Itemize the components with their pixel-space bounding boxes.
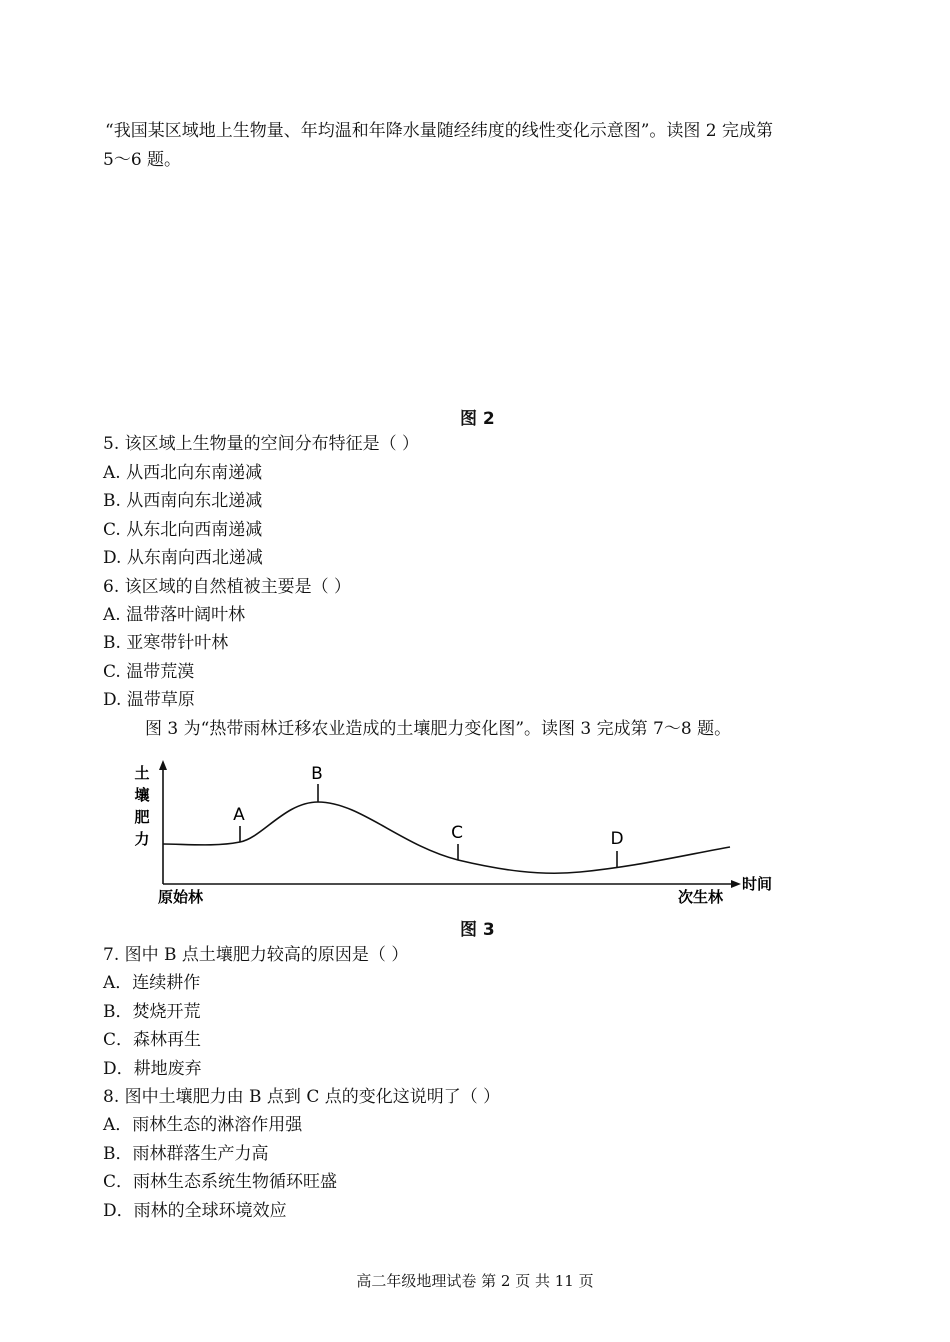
question-8-option-d: D．雨林的全球环境效应 xyxy=(103,1201,287,1221)
point-d-label: D xyxy=(610,829,624,849)
x-axis-arrow xyxy=(731,880,741,888)
question-7-option-a: A．连续耕作 xyxy=(103,973,201,993)
point-b-label: B xyxy=(311,764,323,784)
question-5-option-b: B. 从西南向东北递减 xyxy=(103,491,263,511)
question-7-option-b: B．焚烧开荒 xyxy=(103,1002,201,1022)
question-6-option-c: C. 温带荒漠 xyxy=(103,662,195,682)
figure-3-caption: 图 3 xyxy=(460,920,495,940)
figure-3-intro: 图 3 为“热带雨林迁移农业造成的土壤肥力变化图”。读图 3 完成第 7～8 题。 xyxy=(145,719,732,739)
start-label: 原始林 xyxy=(158,888,204,906)
fertility-curve xyxy=(163,802,730,873)
question-5-stem: 5. 该区域上生物量的空间分布特征是（ ） xyxy=(103,434,420,454)
page-footer: 高二年级地理试卷 第 2 页 共 11 页 xyxy=(356,1272,594,1290)
question-6-stem: 6. 该区域的自然植被主要是（ ） xyxy=(103,577,352,597)
point-c-label: C xyxy=(451,823,463,843)
intro-line-2: 5～6 题。 xyxy=(103,150,182,170)
question-8-option-c: C．雨林生态系统生物循环旺盛 xyxy=(103,1172,338,1192)
end-label: 次生林 xyxy=(678,888,724,906)
question-5-option-d: D. 从东南向西北递减 xyxy=(103,548,263,568)
question-5-option-a: A. 从西北向东南递减 xyxy=(103,463,263,483)
question-8-stem: 8. 图中土壤肥力由 B 点到 C 点的变化这说明了（ ） xyxy=(103,1087,501,1107)
question-6-option-d: D. 温带草原 xyxy=(103,690,195,710)
figure-2-caption: 图 2 xyxy=(460,409,495,429)
y-axis-arrow xyxy=(159,760,167,770)
point-a-label: A xyxy=(233,805,245,825)
question-5-option-c: C. 从东北向西南递减 xyxy=(103,520,263,540)
question-7-option-d: D．耕地废弃 xyxy=(103,1059,202,1079)
intro-line-1: “我国某区域地上生物量、年均温和年降水量随经纬度的线性变化示意图”。读图 2 完成第 xyxy=(105,121,774,141)
question-7-stem: 7. 图中 B 点土壤肥力较高的原因是（ ） xyxy=(103,945,409,965)
y-axis-label-char-4: 力 xyxy=(134,830,150,848)
question-6-option-b: B. 亚寒带针叶林 xyxy=(103,633,229,653)
y-axis-label-char-3: 肥 xyxy=(134,808,150,826)
y-axis-label-char-2: 壤 xyxy=(134,786,150,804)
question-8-option-a: A．雨林生态的淋溶作用强 xyxy=(103,1115,303,1135)
x-axis-label: 时间 xyxy=(742,875,773,893)
question-6-option-a: A. 温带落叶阔叶林 xyxy=(103,605,246,625)
question-8-option-b: B．雨林群落生产力高 xyxy=(103,1144,269,1164)
question-7-option-c: C．森林再生 xyxy=(103,1030,202,1050)
y-axis-label-char-1: 土 xyxy=(134,764,150,782)
soil-fertility-diagram xyxy=(0,750,950,910)
